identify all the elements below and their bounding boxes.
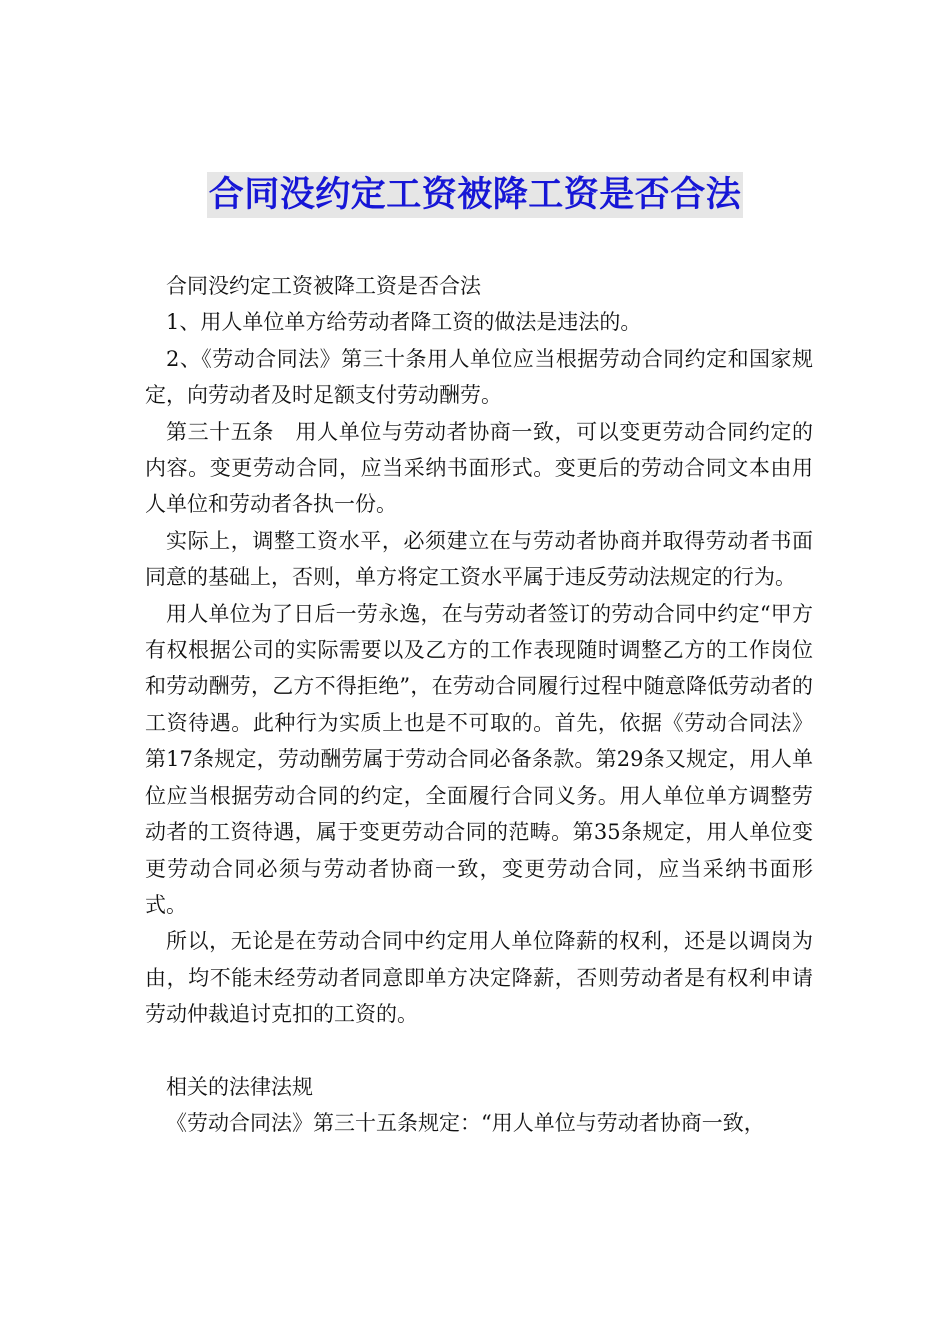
paragraph-point-2: 2、《劳动合同法》第三十条用人单位应当根据劳动合同约定和国家规定，向劳动者及时足额支付劳动酬劳。 bbox=[145, 346, 813, 408]
paragraph-in-practice: 实际上，调整工资水平，必须建立在与劳动者协商并取得劳动者书面同意的基础上，否则，单方将定工资水平属于违反劳动法规定的行为。 bbox=[145, 528, 813, 590]
section-heading: 相关的法律法规 bbox=[166, 1074, 313, 1099]
paragraph-spacer bbox=[145, 1033, 813, 1069]
paragraph-employer-clause: 用人单位为了日后一劳永逸，在与劳动者签订的劳动合同中约定“甲方有权根据公司的实际需要以及乙方的工作表现随时调整乙方的工作岗位和劳动酬劳，乙方不得拒绝”，在劳动合同履行过程中随意降低劳动者的工资待遇。此种行为实质上也是不可取的。首先，依据《劳动合同法》第17条规定，劳动酬劳属于劳动合同必备条款。第29条又规定，用人单位应当根据劳动合同的约定，全面履行合同义务。用人单位单方调整劳动者的工资待遇，属于变更劳动合同的范畴。第35条规定，用人单位变更劳动合同必须与劳动者协商一致，变更劳动合同，应当采纳书面形式。 bbox=[145, 601, 813, 917]
paragraph-conclusion: 所以，无论是在劳动合同中约定用人单位降薪的权利，还是以调岗为由，均不能未经劳动者同意即单方决定降薪，否则劳动者是有权利申请劳动仲裁追讨克扣的工资的。 bbox=[145, 929, 813, 1027]
document-body bbox=[145, 268, 813, 1141]
paragraph-point-1: 1、用人单位单方给劳动者降工资的做法是违法的。 bbox=[166, 310, 642, 335]
paragraph-subtitle: 合同没约定工资被降工资是否合法 bbox=[166, 274, 481, 298]
document-title: 合同没约定工资被降工资是否合法 bbox=[207, 172, 744, 218]
title-container bbox=[0, 172, 950, 218]
paragraph-article-35: 第三十五条 用人单位与劳动者协商一致，可以变更劳动合同约定的内容。变更劳动合同，应当采纳书面形式。变更后的劳动合同文本由用人单位和劳动者各执一份。 bbox=[145, 419, 813, 517]
paragraph-law-citation: 《劳动合同法》第三十五条规定：“用人单位与劳动者协商一致， bbox=[166, 1110, 765, 1135]
